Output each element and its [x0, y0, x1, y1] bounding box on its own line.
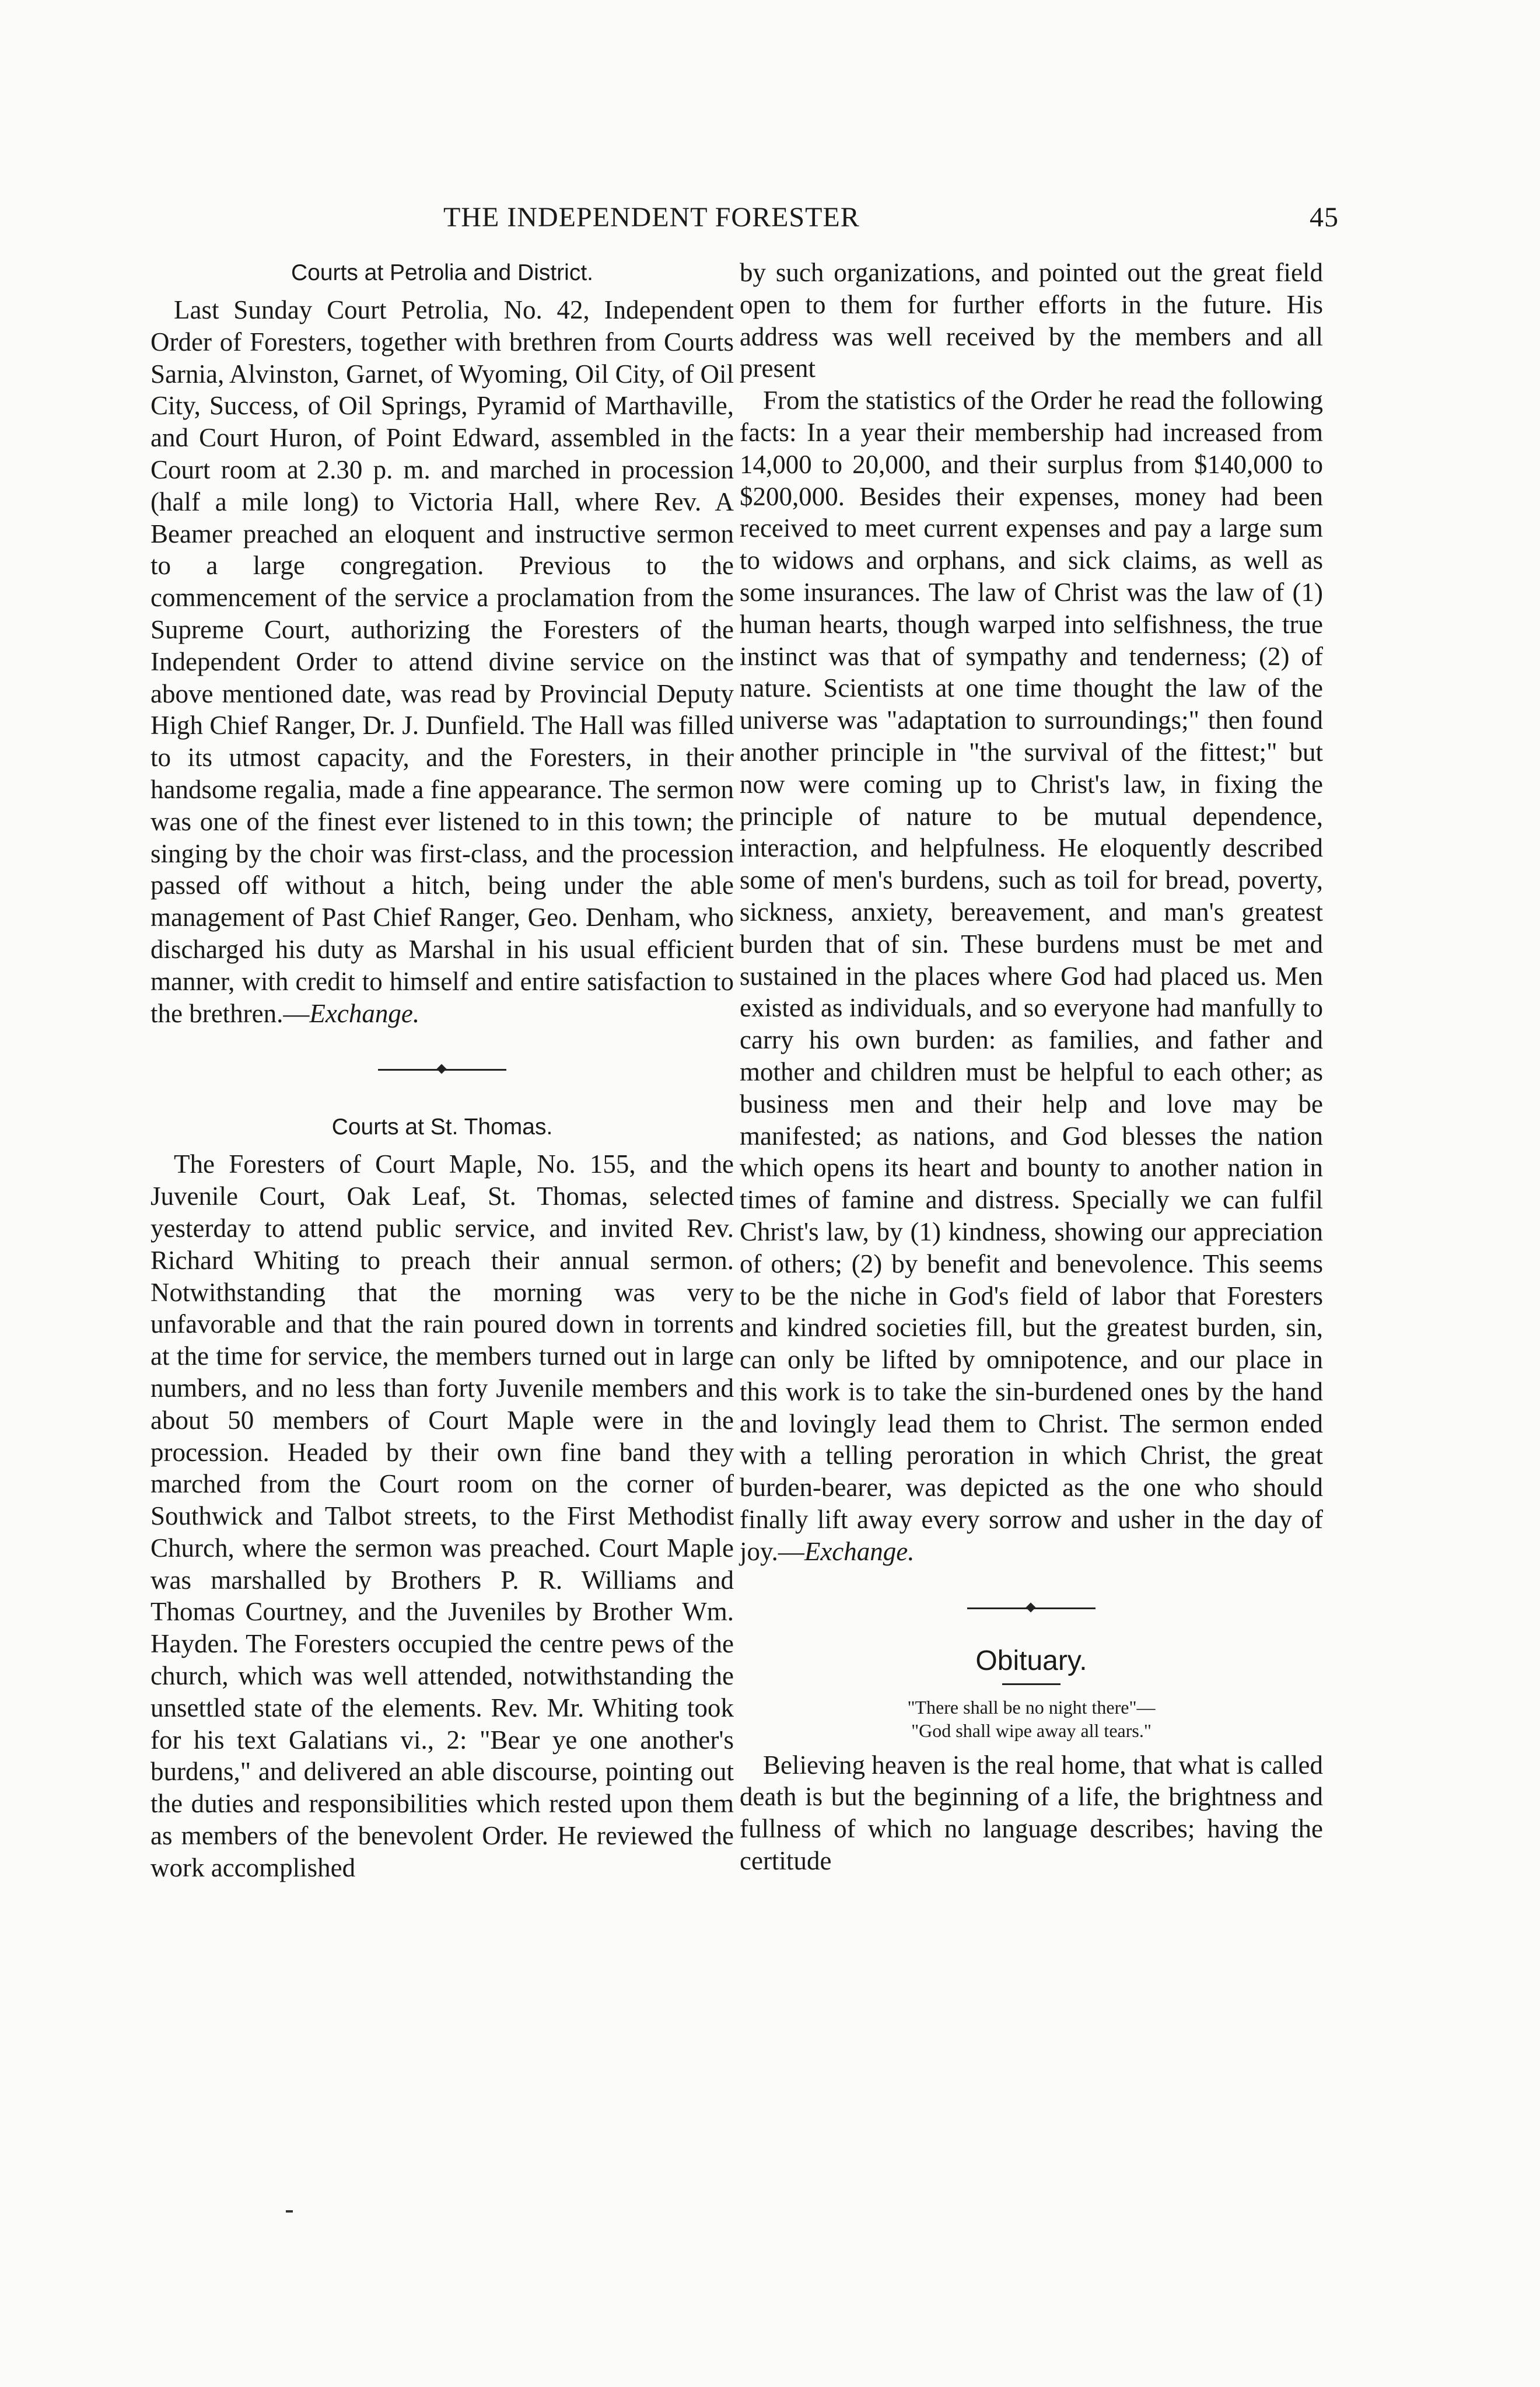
section-divider-right	[740, 1568, 1323, 1644]
article-body-st-thomas: The Foresters of Court Maple, No. 155, and the Juvenile Court, Oak Leaf, St. Thomas, selected yesterday to attend public service, and invited Rev. Richard Whiting to preach their annual sermon. Notwithstanding that the morning was very unfavorable and that the rain poured down in torrents at the time for service, the members turned out in large numbers, and no less than forty Juvenile members and about 50 members of Court Maple were in the procession. Headed by their own fine band they marched from the Court room on the corner of Southwick and Talbot streets, to the First Methodist Church, where the sermon was preached. Court Maple was marshalled by Brothers P. R. Williams and Thomas Courtney, and the Juveniles by Brother Wm. Hayden. The Foresters occupied the centre pews of the church, which was well attended, notwithstanding the unsettled state of the elements. Rev. Mr. Whiting took for his text Galatians vi., 2: "Bear ye one another's burdens," and delivered an able discourse, pointing out the duties and responsibilities which rested upon them as members of the benevolent Order. He reviewed the work accomplished	[150, 1149, 734, 1882]
article-body-statistics	[740, 385, 1323, 1567]
article-body-petrolia	[150, 294, 734, 1029]
divider-ornament	[437, 1064, 447, 1074]
article-continuation: by such organizations, and pointed out the great field open to them for further efforts in the future. His address was well received by the members and all present	[740, 258, 1323, 383]
obituary-body: Believing heaven is the real home, that what is called death is but the beginning of a life, the brightness and fullness of which no language describes; having the certitude	[740, 1750, 1323, 1876]
running-head	[149, 201, 1339, 254]
article-source-st-thomas: Exchange.	[804, 1536, 915, 1566]
article-heading-st-thomas: Courts at St. Thomas.	[331, 1114, 553, 1140]
page-number: 45	[1310, 202, 1339, 233]
article-text-petrolia: Last Sunday Court Petrolia, No. 42, Independent Order of Foresters, together with brethren from Courts Sarnia, Alvinston, Garnet, of Wyoming, Oil City, of Oil City, Success, of Oil Springs, Pyramid of Marthaville, and Court Huron, of Point Edward, assembled in the Court room at 2.30 p. m. and marched in procession (half a mile long) to Victoria Hall, where Rev. A Beamer preached an eloquent and instructive sermon to a large congregation. Previous to the commencement of the service a proclamation from the Supreme Court, authorizing the Foresters of the Independent Order to attend divine service on the above mentioned date, was read by Provincial Deputy High Chief Ranger, Dr. J. Dunfield. The Hall was filled to its utmost capacity, and the Foresters, in their handsome regalia, made a fine appearance. The sermon was one of the finest ever listened to in this town; the singing by the choir was first-class, and the procession passed off without a hitch, being under the able management of Past Chief Ranger, Geo. Denham, who discharged his duty as Marshal in his usual efficient manner, with credit to himself and entire satisfaction to the brethren.—	[150, 295, 734, 1028]
obituary-heading: Obituary.	[975, 1645, 1087, 1676]
obituary-epigraph	[740, 1696, 1323, 1742]
article-text-statistics: From the statistics of the Order he read the following facts: In a year their membership had increased from 14,000 to 20,000, and their surplus from $140,000 to $200,000. Besides their expenses, money had been received to meet current expenses and pay a large sum to widows and orphans, and sick claims, as well as some insurances. The law of Christ was the law of (1) human hearts, though warped into selfishness, the true instinct was that of sympathy and tenderness; (2) of nature. Scientists at one time thought the law of the universe was "adaptation to surroundings;" then found another principle in "the survival of the fittest;" but now were coming up to Christ's law, in fixing the principle of nature to be mutual dependence, interaction, and helpfulness. He eloquently described some of men's burdens, such as toil for bread, poverty, sickness, anxiety, bereavement, and man's greatest burden that of sin. These burdens must be met and sustained in the places where God had placed us. Men existed as individuals, and so everyone had manfully to carry his own burden: as families, and father and mother and children must be helpful to each other; as business men and their help and love may be manifested; as nations, and God blesses the nation which opens its heart and bounty to another nation in times of famine and distress. Specially we can fulfil Christ's law, by (1) kindness, showing our appreciation of others; (2) by benefit and benevolence. This seems to be the niche in God's field of labor that Foresters and kindred societies fill, but the greatest burden, sin, can only be lifted by omnipotence, and our place in this work is to take the sin-burdened ones by the hand and lovingly lead them to Christ. The sermon ended with a telling peroration in which Christ, the great burden-bearer, was depicted as the one who should finally lift away every sorrow and usher in the day of joy.—	[740, 386, 1323, 1566]
epigraph-line: "God shall wipe away all tears."	[911, 1720, 1152, 1741]
obituary-rule	[1002, 1683, 1060, 1685]
epigraph-line: "There shall be no night there"—	[907, 1696, 1156, 1718]
running-title: THE INDEPENDENT FORESTER	[443, 202, 860, 233]
divider-ornament	[1026, 1602, 1036, 1612]
right-column	[740, 257, 1323, 1877]
section-divider	[150, 1029, 734, 1111]
left-column	[150, 257, 734, 1884]
article-heading-petrolia: Courts at Petrolia and District.	[290, 260, 594, 285]
printer-mark	[286, 2210, 293, 2213]
article-source-petrolia: Exchange.	[309, 998, 420, 1028]
